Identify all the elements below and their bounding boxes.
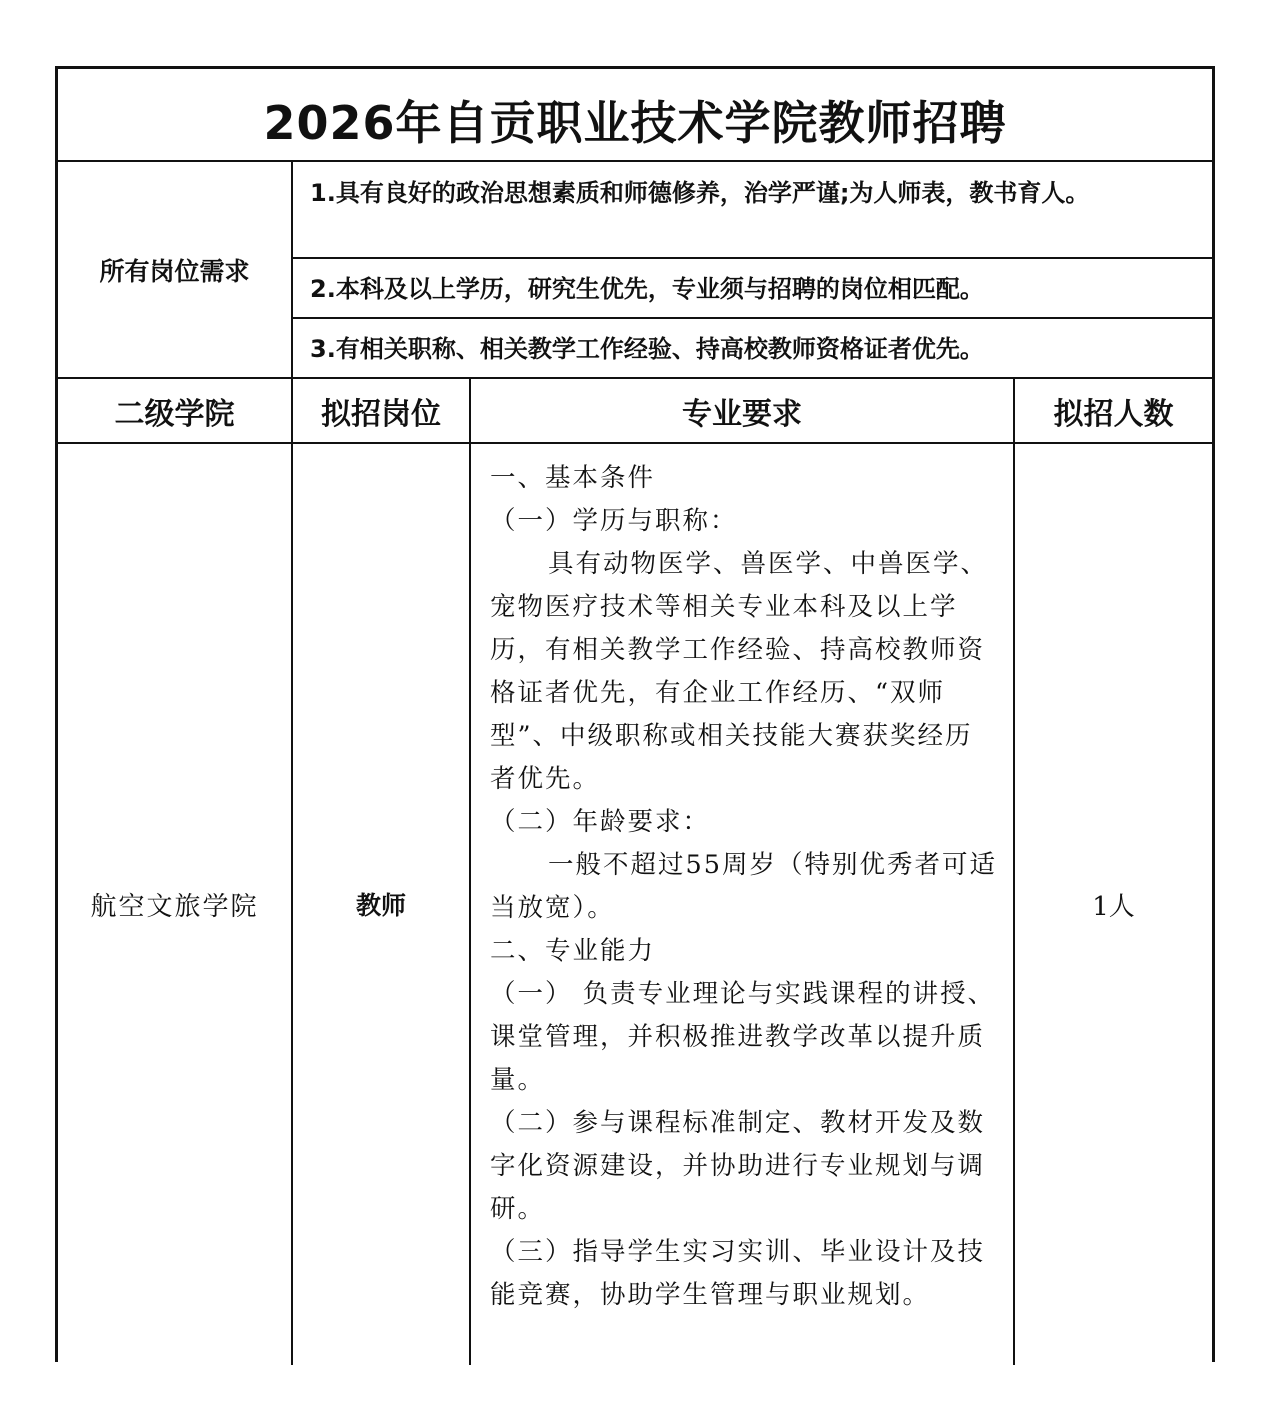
requirement-line: （二）参与课程标准制定、教材开发及数字化资源建设，并协助进行专业规划与调研。 [490, 1108, 986, 1224]
requirements-label: 所有岗位需求 [99, 256, 250, 286]
cell-college: 航空文旅学院 [90, 891, 259, 922]
requirement-item: 3.有相关职称、相关教学工作经验、持高校教师资格证者优先。 [310, 335, 984, 363]
requirement-line: 具有动物医学、兽医学、中兽医学、宠物医疗技术等相关专业本科及以上学历，有相关教学工作经验、持高校教师资格证者优先，有企业工作经历、“双师型”、中级职称或相关技能大赛获奖经历者优先。 [490, 549, 989, 794]
requirement-line: （三）指导学生实习实训、毕业设计及技能竞赛，协助学生管理与职业规划。 [490, 1237, 986, 1310]
header-count: 拟招人数 [1053, 396, 1174, 432]
divider [292, 317, 1212, 319]
cell-requirements [490, 457, 1000, 1317]
requirement-line: 二、专业能力 [490, 936, 656, 966]
requirement-item: 2.本科及以上学历，研究生优先，专业须与招聘的岗位相匹配。 [310, 275, 984, 303]
requirement-line: （二）年龄要求： [490, 807, 711, 837]
requirement-line: （一）学历与职称： [490, 506, 738, 536]
requirement-line: （一） 负责专业理论与实践课程的讲授、课堂管理，并积极推进教学改革以提升质量。 [490, 979, 996, 1095]
recruitment-table [55, 66, 1215, 1362]
header-requirements: 专业要求 [682, 396, 802, 432]
header-position: 拟招岗位 [321, 396, 441, 432]
page-title: 2026年自贡职业技术学院教师招聘 [263, 96, 1007, 150]
divider [469, 377, 471, 1365]
requirement-line: 一般不超过55周岁（特别优秀者可适当放宽）。 [490, 850, 997, 923]
requirement-line: 一、基本条件 [490, 463, 656, 493]
cell-position: 教师 [355, 891, 406, 920]
cell-count: 1人 [1092, 891, 1135, 922]
header-college: 二级学院 [114, 396, 235, 432]
divider [292, 257, 1212, 259]
requirement-item: 1.具有良好的政治思想素质和师德修养，治学严谨;为人师表，教书育人。 [310, 179, 1090, 207]
